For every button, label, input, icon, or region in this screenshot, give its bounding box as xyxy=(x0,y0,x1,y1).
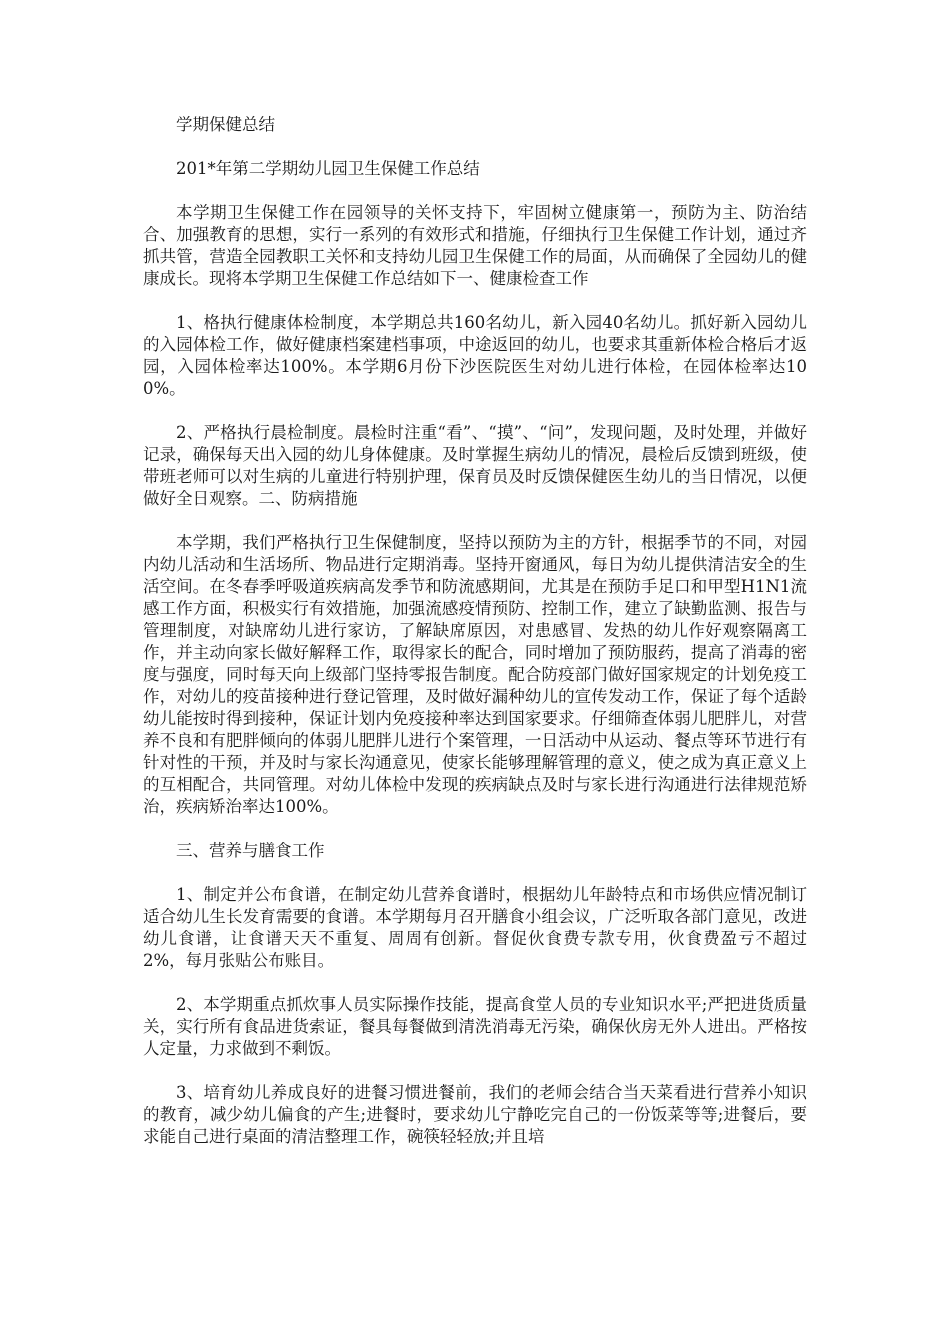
intro-paragraph: 本学期卫生保健工作在园领导的关怀支持下，牢固树立健康第一，预防为主、防治结合、加强教育的思想，实行一系列的有效形式和措施，仔细执行卫生保健工作计划，通过齐抓共管，营造全园教职工关怀和支持幼儿园卫生保健工作的局面，从而确保了全园幼儿的健康成长。现将本学期卫生保健工作总结如下一、健康检查工作 xyxy=(143,203,807,288)
nutrition-paragraph-1: 1、制定并公布食谱，在制定幼儿营养食谱时，根据幼儿年龄特点和市场供应情况制订适合幼儿生长发育需要的食谱。本学期每月召开膳食小组会议，广泛听取各部门意见，改进幼儿食谱，让食谱天天不重复、周周有创新。督促伙食费专款专用，伙食费盈亏不超过2%，每月张贴公布账目。 xyxy=(143,885,807,970)
disease-prevention-paragraph: 本学期，我们严格执行卫生保健制度，坚持以预防为主的方针，根据季节的不同，对园内幼儿活动和生活场所、物品进行定期消毒。坚持开窗通风，每日为幼儿提供清洁安全的生活空间。在冬春季呼吸道疾病高发季节和防流感期间，尤其是在预防手足口和甲型H1N1流感工作方面，积极实行有效措施，加强流感疫情预防、控制工作，建立了缺勤监测、报告与管理制度，对缺席幼儿进行家访，了解缺席原因，对患感冒、发热的幼儿作好观察隔离工作，并主动向家长做好解释工作，取得家长的配合，同时增加了预防服药，提高了消毒的密度与强度，同时每天向上级部门坚持零报告制度。配合防疫部门做好国家规定的计划免疫工作，对幼儿的疫苗接种进行登记管理，及时做好漏种幼儿的宣传发动工作，保证了每个适龄幼儿能按时得到接种，保证计划内免疫接种率达到国家要求。仔细筛查体弱儿肥胖儿，对营养不良和有肥胖倾向的体弱儿肥胖儿进行个案管理，一日活动中从运动、餐点等环节进行有针对性的干预，并及时与家长沟通意见，使家长能够理解管理的意义，使之成为真正意义上的互相配合，共同管理。对幼儿体检中发现的疾病缺点及时与家长进行沟通进行法律规范矫治，疾病矫治率达100%。 xyxy=(143,533,807,816)
nutrition-paragraph-3: 3、培育幼儿养成良好的进餐习惯进餐前，我们的老师会结合当天菜看进行营养小知识的教育，减少幼儿偏食的产生;进餐时，要求幼儿宁静吃完自己的一份饭菜等等;进餐后，要求能自己进行桌面的清洁整理工作，碗筷轻轻放;并且培 xyxy=(143,1083,807,1146)
health-check-paragraph-1: 1、格执行健康体检制度，本学期总共160名幼儿，新入园40名幼儿。抓好新入园幼儿的入园体检工作，做好健康档案建档事项，中途返回的幼儿，也要求其重新体检合格后才返园，入园体检率达100%。本学期6月份下沙医院医生对幼儿进行体检，在园体检率达100%。 xyxy=(143,313,807,398)
document-subtitle: 201*年第二学期幼儿园卫生保健工作总结 xyxy=(176,159,480,178)
section-heading-nutrition: 三、营养与膳食工作 xyxy=(176,841,325,860)
nutrition-paragraph-2: 2、本学期重点抓炊事人员实际操作技能，提高食堂人员的专业知识水平;严把进货质量关，实行所有食品进货索证，餐具每餐做到清洗消毒无污染，确保伙房无外人进出。严格按人定量，力求做到不剩饭。 xyxy=(143,995,807,1058)
document-title: 学期保健总结 xyxy=(176,115,275,134)
document-body xyxy=(143,114,807,1170)
health-check-paragraph-2: 2、严格执行晨检制度。晨检时注重“看”、“摸”、“问”，发现问题，及时处理，并做好记录，确保每天出入园的幼儿身体健康。及时掌握生病幼儿的情况，晨检后反馈到班级，使带班老师可以对生病的儿童进行特别护理，保育员及时反馈保健医生幼儿的当日情况，以便做好全日观察。二、防病措施 xyxy=(143,423,807,508)
